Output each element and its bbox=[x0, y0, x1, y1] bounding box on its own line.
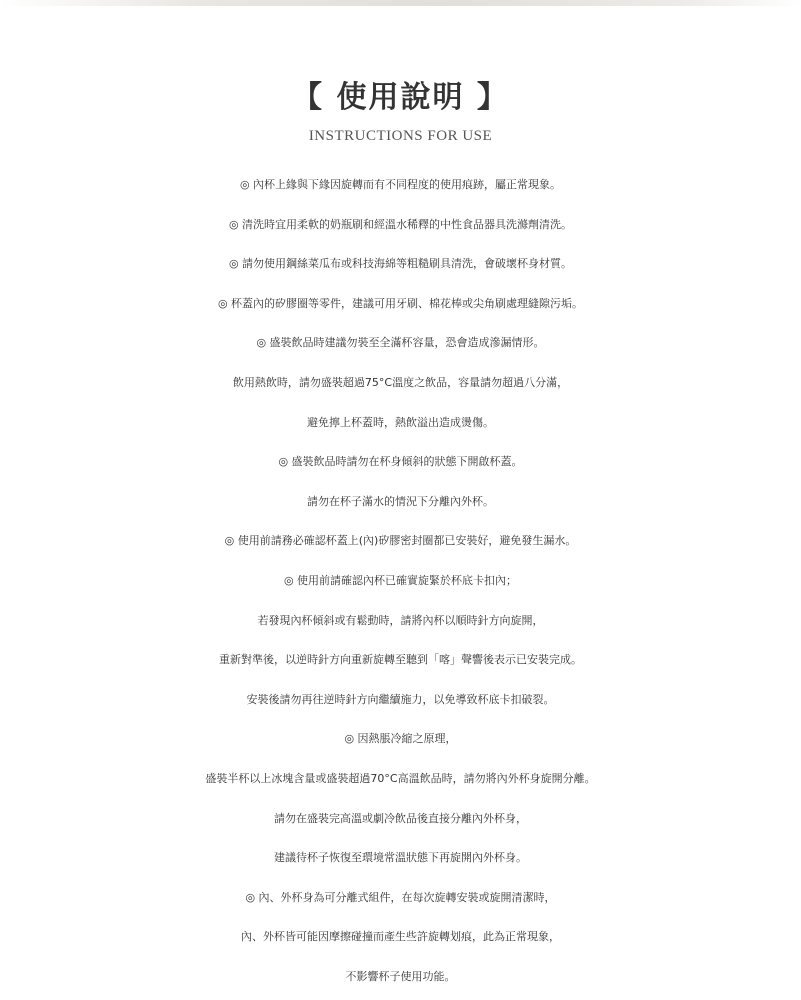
instruction-line: ◎ 杯蓋內的矽膠圈等零件，建議可用牙刷、棉花棒或尖角刷處理縫隙污垢。 bbox=[217, 296, 584, 310]
instruction-line: ◎ 使用前請確認內杯已確實旋緊於杯底卡扣內； bbox=[283, 573, 518, 587]
instruction-line: 盛裝半杯以上冰塊含量或盛裝超過70°C高溫飲品時，請勿將內外杯身旋開分離。 bbox=[205, 771, 596, 785]
instructions-list bbox=[0, 165, 801, 996]
page-subtitle: INSTRUCTIONS FOR USE bbox=[308, 128, 493, 144]
instruction-line: 請勿在盛裝完高溫或劇冷飲品後直接分離內外杯身， bbox=[274, 811, 527, 825]
instruction-line: 建議待杯子恢復至環境常溫狀態下再旋開內外杯身。 bbox=[274, 851, 527, 865]
header bbox=[0, 76, 801, 146]
instruction-line: ◎ 使用前請務必確認杯蓋上(內)矽膠密封圈都已安裝好，避免發生漏水。 bbox=[224, 534, 577, 548]
instruction-line: ◎ 盛裝飲品時請勿在杯身傾斜的狀態下開啟杯蓋。 bbox=[278, 455, 523, 469]
instruction-line: ◎ 內杯上緣與下緣因旋轉而有不同程度的使用痕跡，屬正常現象。 bbox=[239, 178, 562, 191]
instruction-line: 安裝後請勿再往逆時針方向繼續施力，以免導致杯底卡扣破裂。 bbox=[246, 692, 555, 706]
instruction-line: 內、外杯皆可能因摩擦碰撞而產生些許旋轉划痕，此為正常現象， bbox=[241, 930, 560, 944]
page-title: 【 使用說明 】 bbox=[292, 80, 509, 115]
instruction-line: ◎ 清洗時宜用柔軟的奶瓶刷和經溫水稀釋的中性食品器具洗滌劑清洗。 bbox=[228, 217, 573, 231]
instruction-line: ◎ 內、外杯身為可分離式組件，在每次旋轉安裝或旋開清潔時， bbox=[245, 890, 556, 904]
top-divider bbox=[0, 0, 801, 6]
instruction-line: 請勿在杯子滿水的情況下分離內外杯。 bbox=[307, 494, 494, 508]
instruction-line: ◎ 因熱脹冷縮之原理， bbox=[344, 732, 457, 746]
instruction-line: 重新對準後，以逆時針方向重新旋轉至聽到「喀」聲響後表示已安裝完成。 bbox=[219, 653, 582, 667]
instruction-line: ◎ 請勿使用鋼絲菜瓜布或科技海綿等粗糙刷具清洗，會破壞杯身材質。 bbox=[228, 257, 573, 271]
instruction-line: 避免擰上杯蓋時，熱飲溢出造成燙傷。 bbox=[307, 415, 494, 429]
instruction-line: 不影響杯子使用功能。 bbox=[345, 969, 456, 983]
instruction-line: ◎ 盛裝飲品時建議勿裝至全滿杯容量，恐會造成滲漏情形。 bbox=[256, 336, 545, 350]
instruction-line: 飲用熱飲時，請勿盛裝超過75°C溫度之飲品，容量請勿超過八分滿， bbox=[232, 375, 569, 389]
instruction-line: 若發現內杯傾斜或有鬆動時，請將內杯以順時針方向旋開， bbox=[257, 613, 544, 627]
